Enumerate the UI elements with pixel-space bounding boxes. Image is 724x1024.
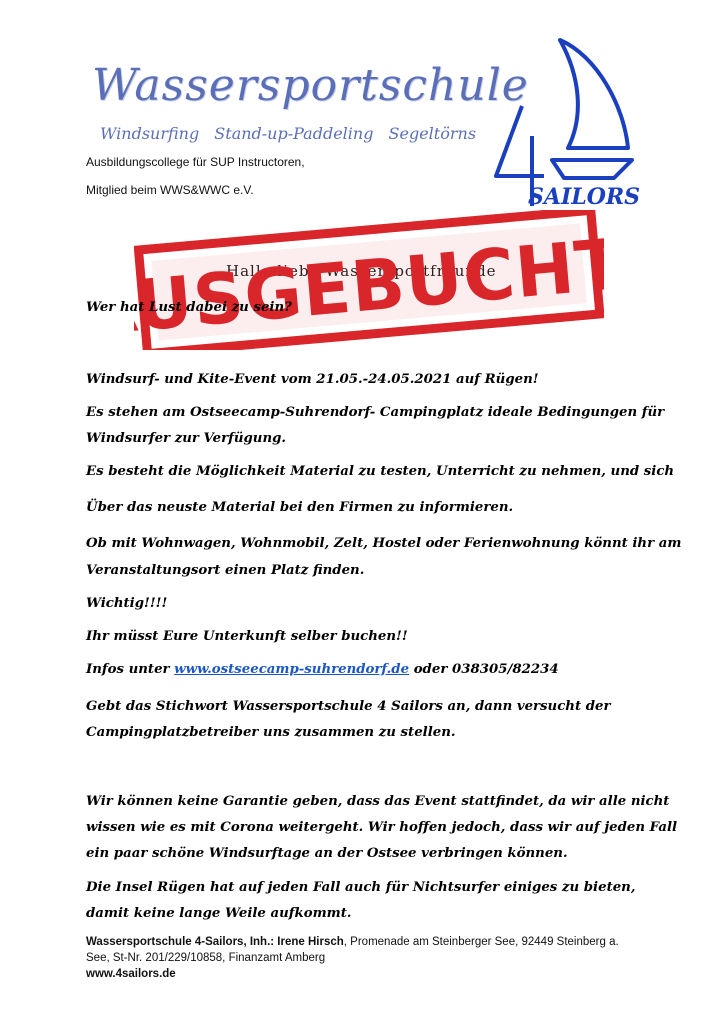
school-title: Wassersportschule — [92, 60, 529, 111]
body-line-7: Ob mit Wohnwagen, Wohnmobil, Zelt, Hostel oder Ferienwohnung könnt ihr am — [86, 536, 682, 551]
footer-line-1 — [86, 936, 619, 948]
school-tagline: Windsurfing Stand-up-Paddeling Segeltörns — [100, 124, 477, 143]
body-line-5: Es besteht die Möglichkeit Material zu testen, Unterricht zu nehmen, und sich — [86, 464, 675, 479]
body-line-13: Campingplatzbetreiber uns zusammen zu stellen. — [86, 725, 456, 740]
subtitle-member: Mitglied beim WWS&WWC e.V. — [86, 183, 254, 197]
stamp-text: AUSGEBUCHT! — [134, 220, 604, 350]
footer-address: , Promenade am Steinberger See, 92449 Steinberg a. — [343, 936, 619, 948]
ausgebucht-stamp — [134, 210, 604, 350]
info-suffix: oder 038305/82234 — [409, 662, 559, 677]
body-line-8: Veranstaltungsort einen Platz finden. — [86, 563, 365, 578]
body-line-2: Windsurf- und Kite-Event vom 21.05.-24.05.2021 auf Rügen! — [86, 372, 539, 387]
footer-owner: Wassersportschule 4-Sailors, Inh.: Irene Hirsch — [86, 936, 344, 948]
body-line-1: Wer hat Lust dabei zu sein? — [86, 300, 292, 315]
body-line-6: Über das neuste Material bei den Firmen zu informieren. — [86, 500, 514, 515]
footer-line-2: See, St-Nr. 201/229/10858, Finanzamt Amberg — [86, 952, 326, 964]
body-line-16: ein paar schöne Windsurftage an der Ostsee verbringen können. — [86, 846, 568, 861]
subtitle-college: Ausbildungscollege für SUP Instructoren, — [86, 155, 305, 169]
body-line-10: Ihr müsst Eure Unterkunft selber buchen!! — [86, 629, 408, 644]
info-prefix: Infos unter — [86, 662, 175, 677]
footer-website[interactable]: www.4sailors.de — [86, 968, 176, 980]
logo-text: SAILORS — [528, 184, 641, 210]
sail-icon — [560, 40, 628, 148]
body-line-18: damit keine lange Weile aufkommt. — [86, 906, 352, 921]
greeting: Hallo liebe Wassersportfreunde — [226, 262, 497, 280]
campsite-link[interactable]: www.ostseecamp-suhrendorf.de — [174, 662, 410, 677]
body-line-12: Gebt das Stichwort Wassersportschule 4 Sailors an, dann versucht der — [86, 699, 611, 714]
body-line-17: Die Insel Rügen hat auf jeden Fall auch für Nichtsurfer einiges zu bieten, — [86, 880, 636, 895]
body-line-14: Wir können keine Garantie geben, dass das Event stattfindet, da wir alle nicht — [86, 794, 670, 809]
body-line-11 — [86, 662, 559, 677]
4sailors-logo — [492, 36, 642, 211]
body-line-4: Windsurfer zur Verfügung. — [86, 431, 287, 446]
body-line-3: Es stehen am Ostseecamp-Suhrendorf- Campingplatz ideale Bedingungen für — [86, 405, 665, 420]
body-line-9: Wichtig!!!! — [86, 596, 168, 611]
body-line-15: wissen wie es mit Corona weitergeht. Wir hoffen jedoch, dass wir auf jeden Fall — [86, 820, 678, 835]
